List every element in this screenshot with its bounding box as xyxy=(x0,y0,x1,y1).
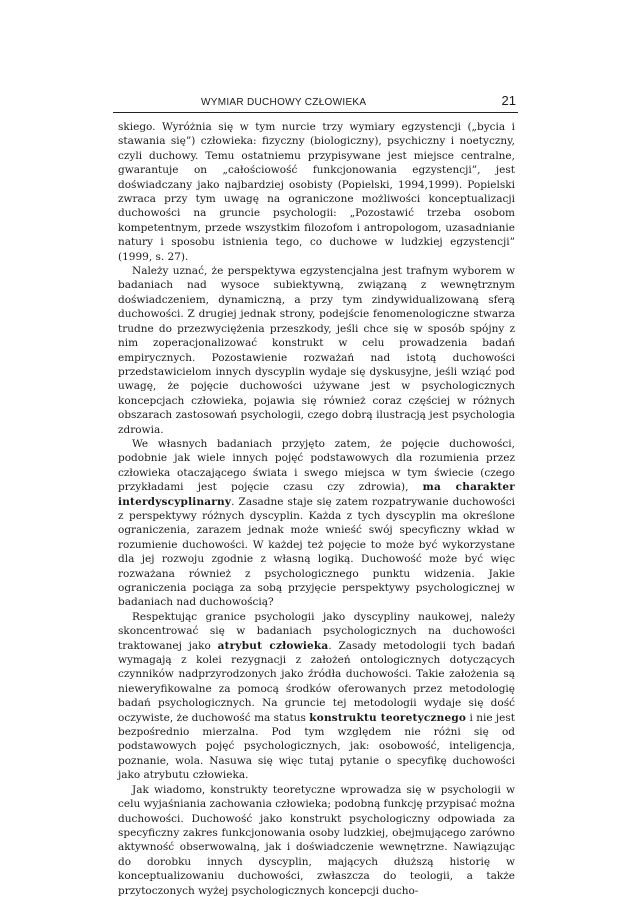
text-run: We własnych badaniach przyjęto zatem, że pojęcie duchowości, podobnie jak wiele innych pojęć podstawowych dla rozumienia przez człowieka otaczającego świata i swego miejsca w tym świecie (czego przykładami jest pojęcie czasu czy zdrowia), xyxy=(118,437,515,494)
text-run: i nie jest bezpośrednio mierzalna. Pod tym względem nie różni się od podstawowych pojęć psychologicznych, jak: osobowość, inteligencja, poznanie, wola. Nasuwa się więc tutaj pytanie o specyfikę duchowości jako atrybutu człowieka. xyxy=(118,711,515,782)
text-run: Jak wiadomo, konstrukty teoretyczne wprowadza się w psychologii w celu wyjaśniania zachowania człowieka; podobną funkcję przypisać można duchowości. Duchowość jako konstrukt psychologiczny odpowiada za specyficzny zakres funkcjonowania osoby ludzkiej, obejmującego zarówno aktywność obserwowalną, jak i doświadczenie wewnętrzne. Nawiązując do dorobku innych dyscyplin, mających dłuższą historię w konceptualizowaniu duchowości, zwłaszcza do teologii, a także przytoczonych wyżej psychologicznych koncepcji ducho- xyxy=(118,783,516,897)
body-text xyxy=(118,120,515,898)
text-run: skiego. Wyróżnia się w tym nurcie trzy wymiary egzystencji („bycia i stawania się”) człowieka: fizyczny (biologiczny), psychiczny i noetyczny, czyli duchowy. Temu ostatniemu przypisywane jest miejsce centralne, gwarantuje on „całościowość funkcjonowania egzystencji”, jest doświadczany jako najbardziej osobisty (Popielski, 1994,1999). Popielski zwraca przy tym uwagę na ograniczone możliwości konceptualizacji duchowości na gruncie psychologii: „Pozostawić trzeba osobom kompetentnym, przede wszystkim filozofom i antropologom, uzasadnianie natury i sposobu istnienia tego, co duchowe w ludzkiej egzystencji” (1999, s. 27). xyxy=(118,121,515,263)
text-run: . Zasady metodologii tych badań wymagają z kolei rezygnacji z założeń ontologicznych dotyczących czynników nadprzyrodzonych jako źródła duchowości. Takie założenia są nieweryfikowalne za pomocą środków oferowanych przez metodologię badań psychologicznych. Na gruncie tej metodologii wydaje się dość oczywiste, że duchowość ma status xyxy=(118,639,516,724)
bold-term: atrybut człowieka xyxy=(217,639,329,652)
paragraph xyxy=(118,610,515,783)
page-number: 21 xyxy=(501,93,516,108)
text-run: Należy uznać, że perspektywa egzystencjalna jest trafnym wyborem w badaniach nad wysoce subiektywną, związaną z wewnętrznym doświadczeniem, dynamiczną, a przy tym zindywidualizowaną sferą duchowości. Z drugiej jednak strony, podejście fenomenologiczne stwarza trudne do przezwyciężenia przeszkody, jeśli chce się w sposób spójny z nim zoperacjonalizować konstrukt w celu prowadzenia badań empirycznych. Pozostawienie rozważań nad istotą duchowości przedstawicielom innych dyscyplin wydaje się dyskusyjne, jeśli wziąć pod uwagę, że pojęcie duchowości używane jest w psychologicznych koncepcjach człowieka, pojawia się również coraz częściej w różnych obszarach zastosowań psychologii, czego dobrą ilustracją jest psychologia zdrowia. xyxy=(118,265,515,436)
bold-term: konstruktu teoretycznego xyxy=(309,711,467,724)
bold-term: ma charakter interdyscyplinarny xyxy=(118,481,515,508)
paragraph xyxy=(118,120,515,264)
text-run: Respektując granice psychologii jako dyscypliny naukowej, należy skoncentrować się w badaniach psychologicznych na duchowości traktowanej jako xyxy=(118,610,515,652)
text-run: . Zasadne staje się zatem rozpatrywanie duchowości z perspektywy różnych dyscyplin. Każda z tych dyscyplin ma określone ograniczenia, zarazem jednak może wnieść swój specyficzny wkład w rozumienie duchowości. W każdej też pojęcie to może być wykorzystane dla jej rozwoju zgodnie z własną logiką. Duchowość może być więc rozważana również z psychologicznego punktu widzenia. Jakie ograniczenia pociąga za sobą przyjęcie perspektywy psychologicznej w badaniach nad duchowością? xyxy=(118,495,515,609)
paragraph xyxy=(118,264,515,437)
paragraph xyxy=(118,437,515,610)
paragraph xyxy=(118,783,515,898)
running-header xyxy=(113,93,518,113)
running-head-title: WYMIAR DUCHOWY CZŁOWIEKA xyxy=(201,97,367,108)
